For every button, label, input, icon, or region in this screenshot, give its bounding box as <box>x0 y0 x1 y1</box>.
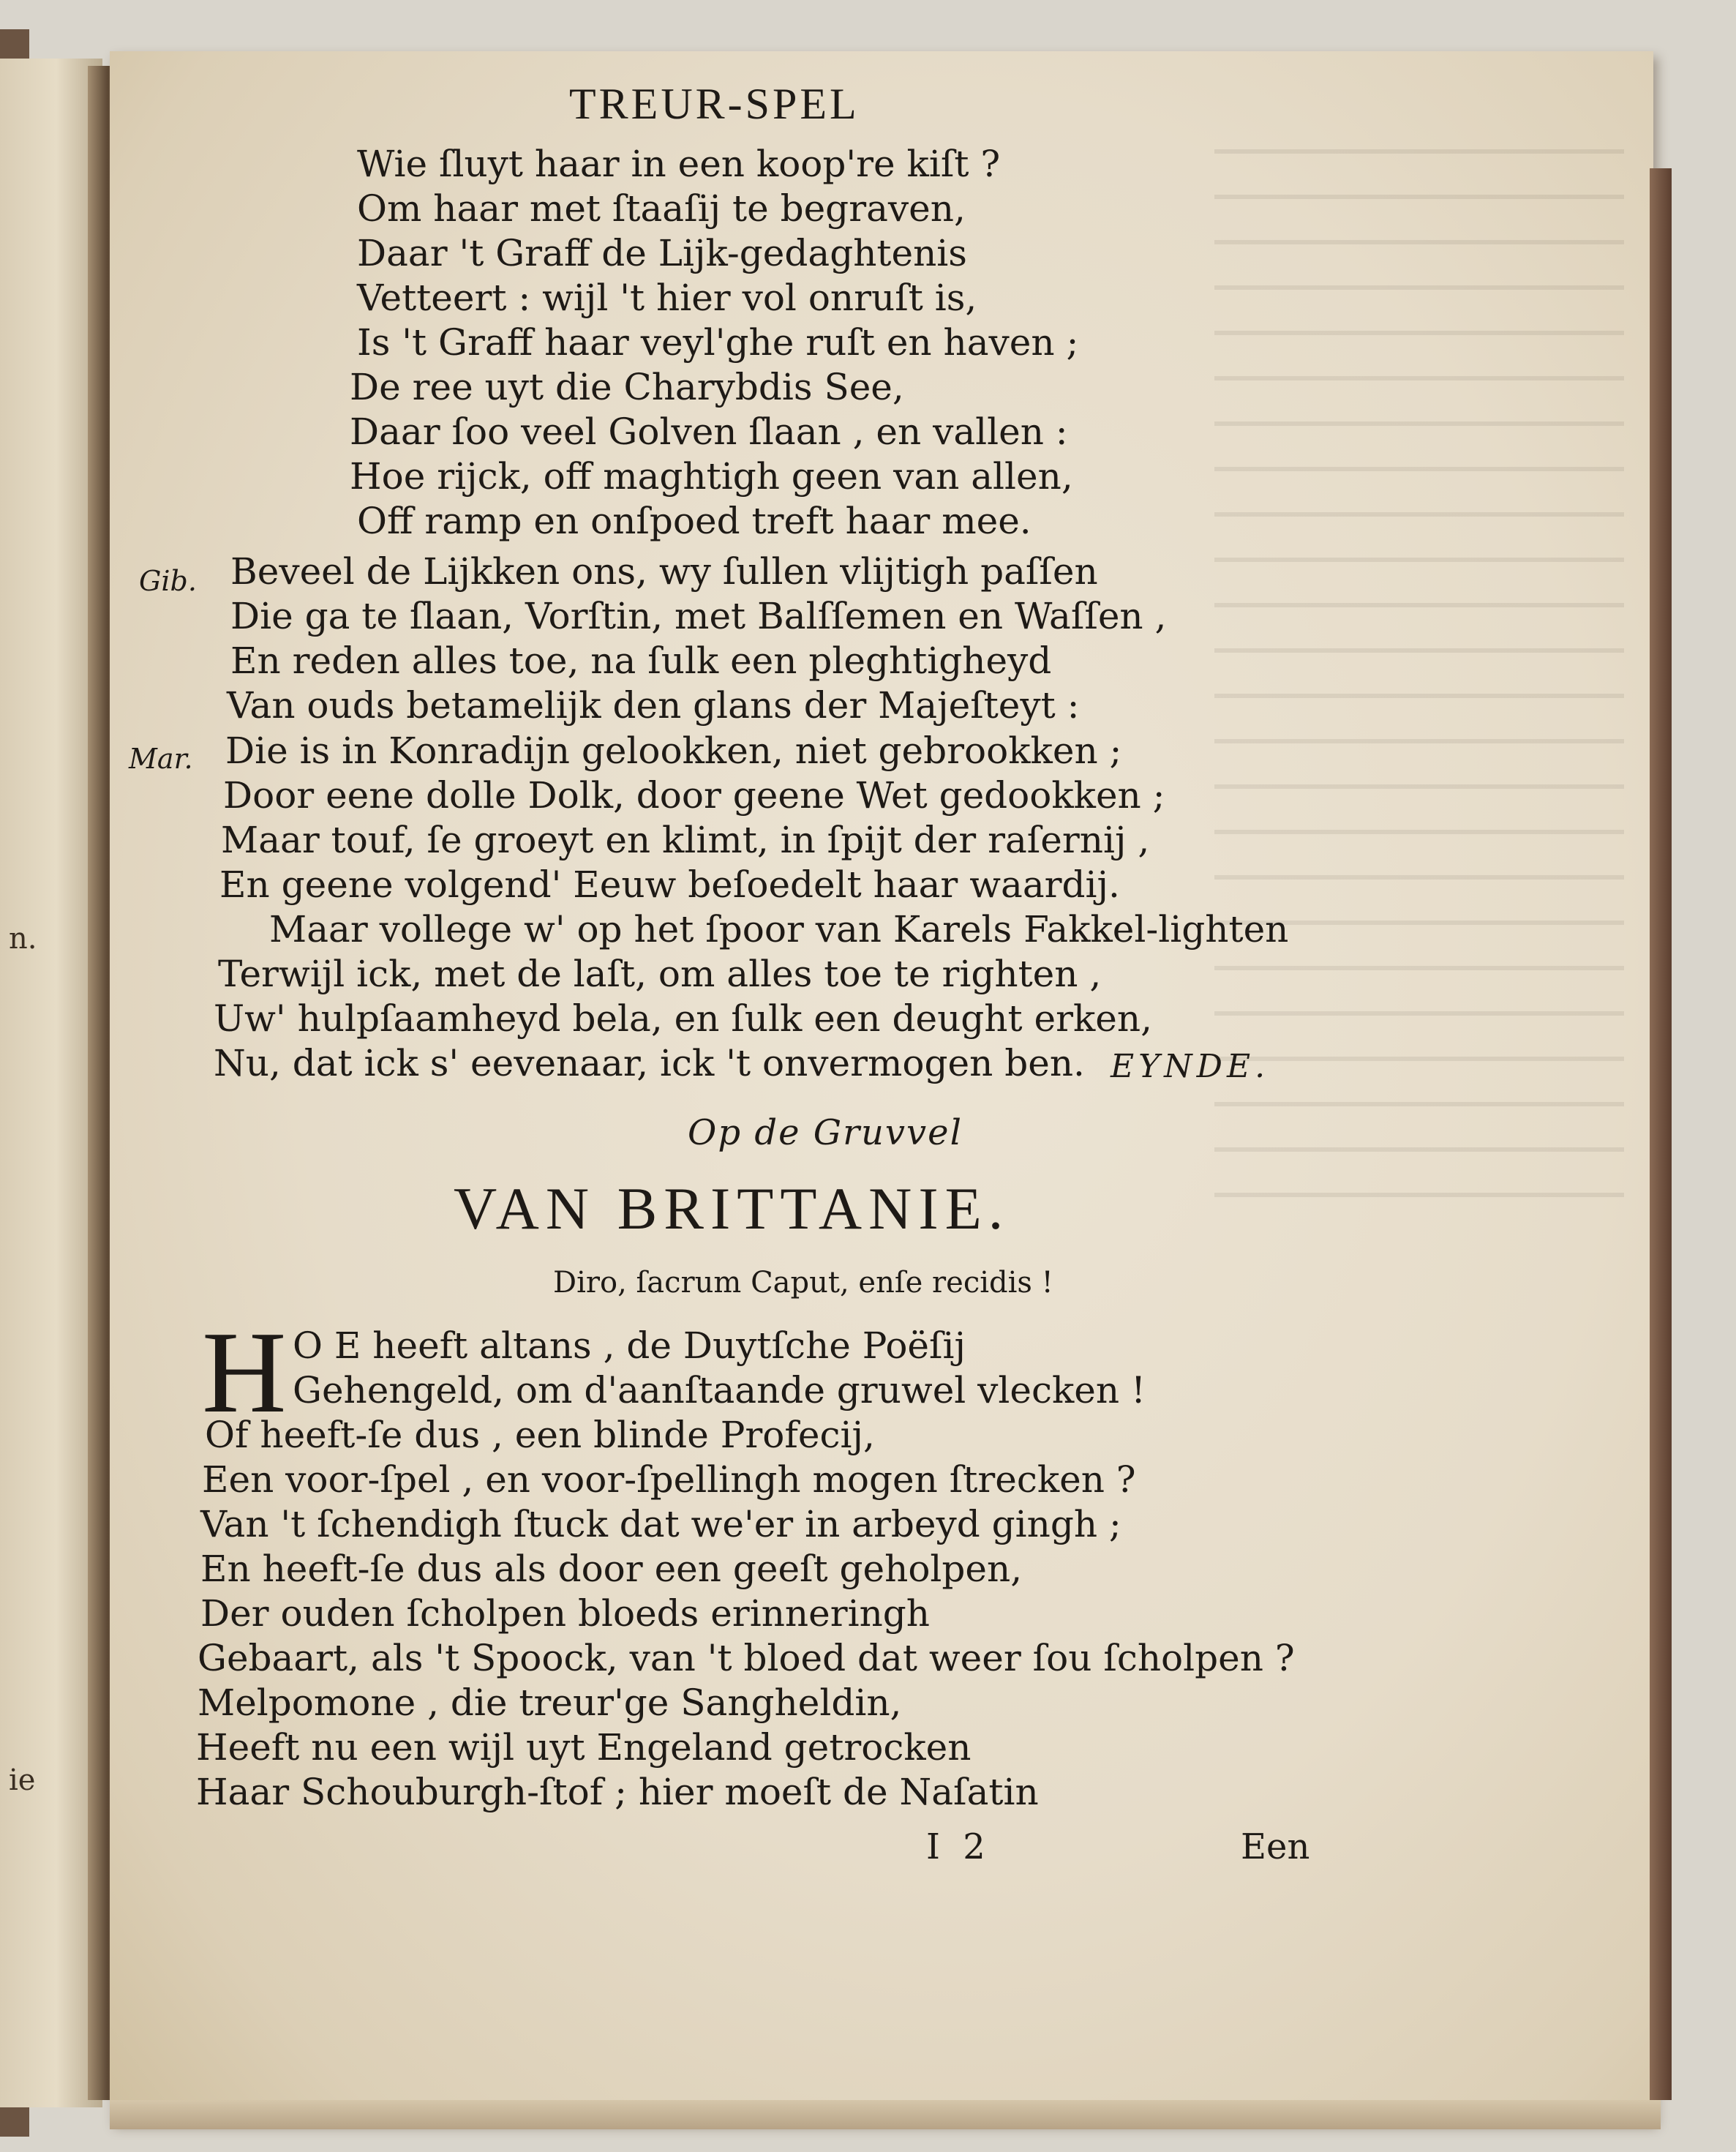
verse-line: Beveel de Lijkken ons, wy ſullen vlijtigh paſſen <box>230 550 1098 593</box>
verse-line: Hoe rijck, off maghtigh geen van allen, <box>350 455 1073 498</box>
verse-line: Door eene dolle Dolk, door geene Wet gedookken ; <box>223 774 1165 817</box>
verse-line: Vetteert : wijl 't hier vol onruſt is, <box>357 277 977 319</box>
speaker-label: Mar. <box>129 743 193 775</box>
verse-line: Die is in Konradijn gelookken, niet gebrookken ; <box>225 730 1122 772</box>
left-margin-fragment: n. <box>9 922 37 956</box>
verse-line: En heeft-ſe dus als door een geeſt geholpen, <box>200 1548 1023 1590</box>
verse-line: Nu, dat ick s' eevenaar, ick 't onvermogen ben. <box>214 1042 1085 1084</box>
verse-line: Van ouds betamelijk den glans der Majeſteyt : <box>227 684 1080 727</box>
verse-line: De ree uyt die Charybdis See, <box>350 366 904 408</box>
verse-line: Uw' hulpſaamheyd bela, en ſulk een deught erken, <box>214 997 1152 1040</box>
verse-line: Wie ſluyt haar in een koop're kiſt ? <box>357 143 1001 185</box>
verse-line: Heeft nu een wijl uyt Engeland getrocken <box>196 1726 972 1769</box>
verse-line: Gebaart, als 't Spoock, van 't bloed dat weer ſou ſcholpen ? <box>198 1637 1295 1679</box>
verse-line: Daar ſoo veel Golven ſlaan , en vallen : <box>350 410 1068 453</box>
epigraph: Diro, ſacrum Caput, enſe recidis ! <box>553 1266 1053 1300</box>
catchword: Een <box>1241 1826 1310 1867</box>
verse-line: Is 't Graff haar veyl'ghe ruſt en haven ; <box>357 321 1079 364</box>
poem-title: VAN BRITTANIE. <box>454 1175 1010 1242</box>
signature-mark: I 2 <box>926 1826 991 1867</box>
verse-line: Om haar met ſtaaſij te begraven, <box>357 187 966 230</box>
verse-line: En reden alles toe, na ſulk een pleghtigheyd <box>230 640 1052 682</box>
verse-line: Haar Schouburgh-ſtof ; hier moeſt de Naſatin <box>196 1771 1039 1813</box>
running-head: TREUR-SPEL <box>569 80 860 128</box>
verse-line: Gehengeld, om d'aanſtaande gruwel vlecken ! <box>293 1369 1146 1411</box>
page-bottom-edge <box>110 2100 1661 2129</box>
verse-line: Of heeft-ſe dus , een blinde Profecij, <box>205 1414 875 1456</box>
verse-line: Melpomone , die treur'ge Sangheldin, <box>198 1682 902 1724</box>
book-cover-edge <box>1650 168 1672 2100</box>
verse-line: Der ouden ſcholpen bloeds erinneringh <box>200 1592 930 1635</box>
verse-line: Terwijl ick, met de laſt, om alles toe te righten , <box>218 953 1102 995</box>
verse-line: O E heeft altans , de Duytſche Poëſij <box>293 1324 966 1367</box>
verse-line: Off ramp en onſpoed treft haar mee. <box>357 500 1032 542</box>
verse-line: Daar 't Graff de Lijk-gedaghtenis <box>357 232 967 274</box>
verse-line: Van 't ſchendigh ſtuck dat we'er in arbeyd gingh ; <box>200 1503 1121 1545</box>
left-margin-fragment: ie <box>9 1763 36 1797</box>
poem-intro: Op de Gruvvel <box>688 1112 963 1153</box>
speaker-label: Gib. <box>139 565 197 597</box>
show-through-text <box>1214 117 1624 1215</box>
verse-line: Die ga te ſlaan, Vorſtin, met Balſſemen en Waſſen , <box>230 595 1167 637</box>
verse-line: En geene volgend' Eeuw beſoedelt haar waardij. <box>219 863 1120 906</box>
verse-line: Een voor-ſpel , en voor-ſpellingh mogen ſtrecken ? <box>202 1458 1136 1501</box>
end-mark: EYNDE. <box>1111 1048 1270 1085</box>
drop-cap: H <box>202 1307 287 1437</box>
verse-line: Maar vollege w' op het ſpoor van Karels Fakkel-lighten <box>269 908 1289 951</box>
left-page <box>0 59 102 2107</box>
verse-line: Maar touf, ſe groeyt en klimt, in ſpijt der raſernij , <box>221 819 1150 861</box>
